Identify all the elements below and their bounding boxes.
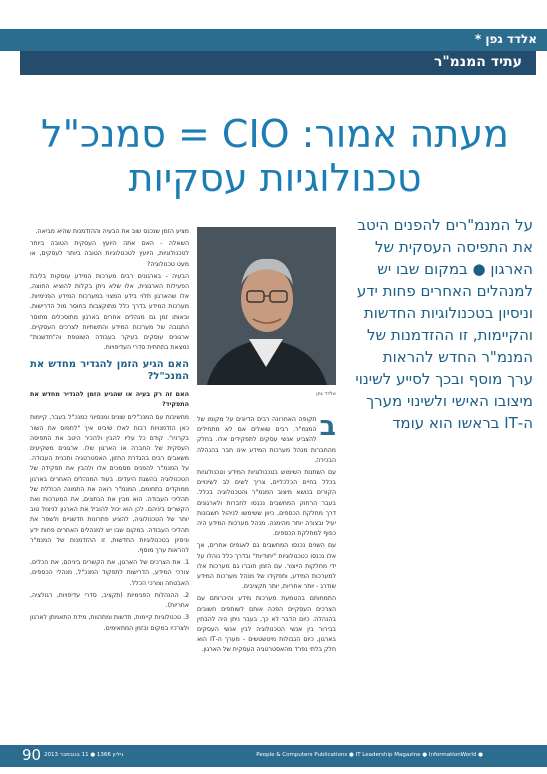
author-name: אלדד גפן * xyxy=(474,32,537,46)
photo-caption: אלדד גפן xyxy=(316,391,336,397)
article-paragraph: מציע הזמן שנכנס שוב את הבעיה וההזדמנות שהיא מביאה. xyxy=(35,228,189,235)
headline-line-2: טכנולוגיות עסקיות xyxy=(128,156,422,200)
article-column-right xyxy=(197,411,336,658)
article-paragraph: השאלה - האם אתה היועץ העסקית הטובה ביותר לטכנולוגיות, היועץ לטכנולוגיות הטובה ביותר לעסקים, או מעט טכנולוגיה? xyxy=(30,240,189,268)
section-bar xyxy=(20,51,536,75)
drop-cap: ב xyxy=(319,411,336,442)
question-heading: האם זה רק בעיה או שהגיע הזמן להגדיר מחדש את התפקיד? xyxy=(30,390,189,409)
list-item: 2. ההנהלות הפנימיות (תקציב, סדרי עדיפויות, רגולציה, אחריות). xyxy=(30,591,189,610)
headline-line-1: מעתה אמור: CIO = סמנכ"ל xyxy=(41,112,509,156)
section-title: עתיד המנמ"ר xyxy=(433,54,522,70)
footer-bar xyxy=(0,745,547,767)
article-paragraph: עם השתנות השימוש בטכנולוגיות המידע וטכנולוגיות בכלל בחיים הכלכליים, צריך לשים לב לשינויים הקורים בנושא מיצוב המנמ"ר והטכנולוגיה בכלל. בעבר הרחוק המחשבים נכנסו לחברות ולארגונים דרך מחלקת הכספים, כיוון ששימשו לניהול חשבונות יעיל ובצורה יותר מהימנה. מנהל מערכות המידע היה כפוף למחלקת הכספים. xyxy=(197,469,336,538)
author-bar xyxy=(0,29,547,51)
article-paragraph: התמחותם בהטמעת מערכות מידע והיכרותם עם הצרכים העסקיים הפכה אותם לשותפים חשובים בהנהלה. כיום הדבר לא כך, בעבר ניתן היה להבחין בבירור בין אנשי הטכנולוגיה לבין אנשי העסקים בארגון, כיום הגבולות מיטשטשים - מערך ה-IT הוא חלק בלתי נפרד מהאסטרטגיה העסקית של הארגון. xyxy=(197,595,336,654)
list-item: 3. טכנולוגיות קיימות, חדשות ומתהוות, מידת התאמתן לארגון ולצרכיו במקום ובזמן המתאימים. xyxy=(30,614,189,632)
article-paragraph-first: ב תקופה האחרונה רבים הדיונים על מקומו של המנמ"ר. רבים שואלים אם לא מתחילים להצביע אנשי עסקים לתפקידים אלו. בחלק מהחברות מנהל מערכות המידע אינו חבר בהנהלה הבכירה. xyxy=(197,411,336,464)
publications-list: People & Computers Publications ● IT Leadership Magazine ● InformationWorld ● xyxy=(256,752,483,758)
issue-info: גיליון 1366 ● 11 בנובמבר 2013 xyxy=(44,752,124,758)
page-number: 90 xyxy=(22,746,42,764)
article-paragraph: הבעיה - בארגונים רבים מערכות המידע עוסקות בליבת הפעילות הארגונית, אלו שלא ניתן בקלות להוציא החוצה, אלו שהארגון תלוי בידע המצוי במערכות המידע הפנימיות. מערכות המידע בדרך כלל מתוקצבות בחוסר מול הדרישות, ובאותו זמן גם מנהלים אחרים בארגון מתוסכלים מחוסר התגובה של מערכות המידע והתשתיות לצרכים העסקיים. ארגונים עוסקים בעיקר בעבודה השוטפת וה"חדשנות" נמצאת בתחתית סדרי העדיפויות. xyxy=(30,272,189,352)
article-column-left xyxy=(30,227,189,636)
author-photo xyxy=(197,227,336,385)
article-paragraph: מחשיבות עם המנכ"לים שונים ומנסיוני כמנכ"ל בעבר, קיימות כאן הזדמנויות רבות לאלו שיבינו איך "לתפוס את השור בקרניו". קודם כל עליו להבין ולהכיר היטב את התפיסה העסקית של החברה או הארגון שלו. ארגונים משקיעים משאבים רבים בהגדרת החזון, האסטרטגיה ותכנית העבודה. על המנמ"ר להפנים מסמכים אלו ולהבין את תפקידה של הטכנולוגיה בהשגת היעדים. בעוד המנהלים האחרים בארגון ממוקדים בתחומם, המנמ"ר רואה את התמונה הכוללת של תהליכי העבודה. הוא מבין את הנתונים, את המערכות ואת הקשרים ביניהם. לכן הוא יכול להוביל את הארגון לניצול טוב יותר של הטכנולוגיה, להציע פתרונות חדשניים ולשפר את תהליכי העבודה. במקום שבו יש למנהלים האחרים פחות ידע וניסיון בטכנולוגיות החדשות, זו ההזדמנות של המנמ"ר להראות ערך מוסף. xyxy=(30,414,189,555)
article-paragraph: עם השנים נכנסו המחשבים גם לאגפים אחרים, אך אלו נכנסו כטכנולוגיות "יחודיות" ובדרך כלל נוהלו על ידי מחלקות הייצור. עם הזמן חוברו גם מערכות אלו למערכות המידע, ותפקידו של מנהל מערכות המידע שודרג - יותר אחריות, יותר תקציבים. xyxy=(197,542,336,591)
list-item: 1. את הצרכים של הארגון, את הקשרים ביניהם, את הכלים, צורכי המידע, הדרישות לתפקוד המנכ"ל, מנהלי הכספים, האבטחה וצורכי הכלל. xyxy=(30,559,189,587)
lead-paragraph: על המנמ"רים להפנים היטב את התפיסה העסקית של הארגון ● במקום שבו יש למנהלים האחרים פחות ידע וניסיון בטכנולוגיות החדשות והקיימות, זו ההזדמנות של המנמ"ר החדש להראות ערך מוסף ובכך לסייע לשינוי מיצובו האישי ולשינוי מערך ה-IT בראשו הוא עומד xyxy=(355,216,533,432)
subheading: האם הגיע הזמן להגדיר מחדש את המנכ"ל? xyxy=(30,359,189,383)
